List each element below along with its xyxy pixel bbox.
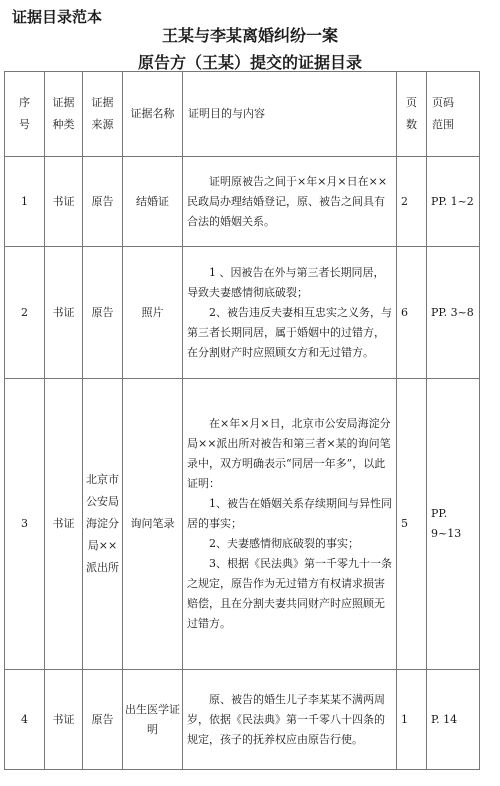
cell-type: 书证: [45, 379, 83, 670]
list-title: 原告方（王某）提交的证据目录: [137, 53, 362, 72]
cell-name: 询问笔录: [123, 379, 183, 670]
cell-name: 照片: [123, 247, 183, 379]
cell-source: 原告: [83, 247, 123, 379]
cell-range: PP. 9~13: [427, 379, 480, 670]
table-row: [5, 379, 480, 670]
cell-pages: 6: [397, 247, 427, 379]
cell-type: 书证: [45, 247, 83, 379]
cell-source: 原告: [83, 670, 123, 770]
cell-purpose: [183, 247, 397, 379]
case-title: 王某与李某离婚纠纷一案: [161, 26, 338, 45]
cell-pages: 2: [397, 157, 427, 247]
cell-purpose: [183, 670, 397, 770]
header-range: 页码范围: [427, 72, 480, 157]
purpose-paragraph: 1、被告在婚姻关系存续期间与异性同居的事实；: [187, 497, 392, 530]
header-row: [5, 72, 480, 157]
cell-source: [83, 379, 123, 670]
purpose-paragraph: 在×年×月×日，北京市公安局海淀分局××派出所对被告和第三者×某的询问笔录中，双方明确表示“同居一年多”，以此证明：: [187, 417, 391, 490]
template-label: 证据目录范本: [12, 8, 103, 26]
cell-seq: 3: [5, 379, 45, 670]
cell-name: 出生医学证明: [123, 670, 183, 770]
cell-pages: 5: [397, 379, 427, 670]
purpose-paragraph: 3、根据《民法典》第一千零九十一条之规定，原告作为无过错方有权请求损害赔偿，且在分割夫妻共同财产时应照顾无过错方。: [187, 557, 392, 630]
cell-range: PP. 1~2: [427, 157, 480, 247]
purpose-paragraph: 原、被告的婚生儿子李某某不满两周岁，依据《民法典》第一千零八十四条的规定，孩子的抚养权应由原告行使。: [187, 692, 385, 746]
purpose-paragraph: 2、被告违反夫妻相互忠实之义务，与第三者长期同居，属于婚姻中的过错方，在分割财产时应照顾女方和无过错方。: [187, 305, 392, 359]
table-row: [5, 157, 480, 247]
cell-seq: 1: [5, 157, 45, 247]
purpose-paragraph: 1 、因被告在外与第三者长期同居，导致夫妻感情彻底破裂；: [187, 265, 385, 299]
cell-type: 书证: [45, 157, 83, 247]
cell-type: 书证: [45, 670, 83, 770]
header-source: 证据来源: [83, 72, 123, 157]
header-type: 证据种类: [45, 72, 83, 157]
cell-range: PP. 3~8: [427, 247, 480, 379]
header-pages: 页数: [397, 72, 427, 157]
purpose-paragraph: 证明原被告之间于×年×月×日在××民政局办理结婚登记，原、被告之间具有合法的婚姻关系。: [187, 174, 388, 228]
cell-name: 结婚证: [123, 157, 183, 247]
cell-pages: 1: [397, 670, 427, 770]
evidence-table: [4, 71, 480, 770]
cell-purpose: [183, 157, 397, 247]
header-name: 证据名称: [123, 72, 183, 157]
purpose-paragraph: 2、夫妻感情彻底破裂的事实；: [209, 537, 359, 550]
cell-seq: 2: [5, 247, 45, 379]
cell-range: P. 14: [427, 670, 480, 770]
cell-source: 原告: [83, 157, 123, 247]
source-text: 北京市公安局海淀分局××派出所: [86, 473, 119, 574]
cell-purpose: [183, 379, 397, 670]
header-seq: 序号: [5, 72, 45, 157]
table-row: [5, 670, 480, 770]
cell-seq: 4: [5, 670, 45, 770]
header-purpose: 证明目的与内容: [183, 72, 397, 157]
table-row: [5, 247, 480, 379]
